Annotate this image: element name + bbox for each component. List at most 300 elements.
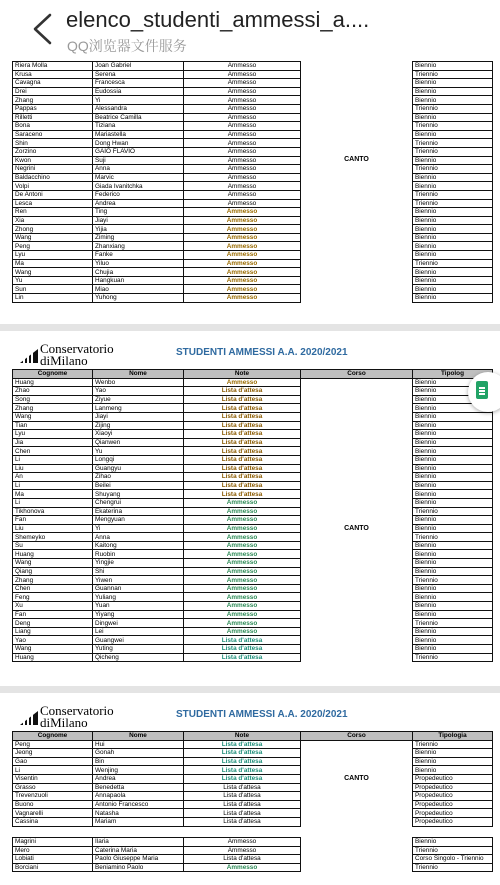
table-row: [13, 783, 493, 792]
table-row: [13, 259, 493, 268]
cell-cognome: Cavagna: [13, 79, 93, 88]
cell-cognome: Tikhonova: [13, 507, 93, 516]
cell-tipologia: Biennio: [413, 766, 493, 775]
cell-cognome: Liu: [13, 524, 93, 533]
table-row: [13, 199, 493, 208]
cell-tipologia: Triennio: [413, 533, 493, 542]
cell-cognome: Kwon: [13, 156, 93, 165]
cell-nome: Ziming: [93, 233, 184, 242]
table-row: [13, 242, 493, 251]
col-cognome: Cognome: [13, 732, 93, 741]
cell-nome: Ting: [93, 208, 184, 217]
cell-nome: Suji: [93, 156, 184, 165]
cell-note: Ammesso: [184, 199, 301, 208]
cell-cognome: Ren: [13, 208, 93, 217]
cell-nome: Anna: [93, 165, 184, 174]
cell-note: Ammesso: [184, 79, 301, 88]
cell-cognome: Xia: [13, 216, 93, 225]
app-bar: [0, 0, 500, 58]
table-row: [13, 559, 493, 568]
cell-note: Ammesso: [184, 276, 301, 285]
cell-tipologia: Biennio: [413, 233, 493, 242]
cell-nome: Dong Hwan: [93, 139, 184, 148]
table-row: [13, 766, 493, 775]
cell-note: Lista d'attesa: [184, 740, 301, 749]
cell-tipologia: Biennio: [413, 584, 493, 593]
table-row: [13, 576, 493, 585]
cell-nome: Anna: [93, 533, 184, 542]
cell-cognome: Jeong: [13, 749, 93, 758]
table-row: [13, 79, 493, 88]
table-row: [13, 481, 493, 490]
col-tipologia: Tipologia: [413, 732, 493, 741]
cell-note: Lista d'attesa: [184, 404, 301, 413]
cell-tipologia: Biennio: [413, 464, 493, 473]
cell-note: Ammesso: [184, 87, 301, 96]
cell-cognome: Su: [13, 541, 93, 550]
cell-nome: Xiaoyi: [93, 430, 184, 439]
table-row: [13, 473, 493, 482]
cell-nome: Chujia: [93, 268, 184, 277]
cell-cognome: Shin: [13, 139, 93, 148]
cell-tipologia: Biennio: [413, 412, 493, 421]
cell-cognome: Fan: [13, 610, 93, 619]
cell-nome: Joan Gabriel: [93, 62, 184, 71]
table-row: [13, 113, 493, 122]
table-row: [13, 378, 493, 387]
cell-cognome: Wang: [13, 268, 93, 277]
cell-nome: Yuan: [93, 602, 184, 611]
cell-note: Ammesso: [184, 610, 301, 619]
cell-cognome: Pappas: [13, 104, 93, 113]
table-row: [13, 653, 493, 662]
table-row: [13, 757, 493, 766]
cell-cognome: Feng: [13, 593, 93, 602]
cell-tipologia: Biennio: [413, 455, 493, 464]
cell-tipologia: Propedeutico: [413, 774, 493, 783]
table-row: [13, 792, 493, 801]
cell-cognome: Li: [13, 766, 93, 775]
cell-cognome: Chen: [13, 584, 93, 593]
cell-note: Ammesso: [184, 62, 301, 71]
cell-tipologia: Biennio: [413, 645, 493, 654]
cell-note: Ammesso: [184, 147, 301, 156]
page-separator: [0, 686, 500, 693]
cell-note: Ammesso: [184, 567, 301, 576]
cell-nome: Wenbo: [93, 378, 184, 387]
cell-nome: Bin: [93, 757, 184, 766]
cell-tipologia: Biennio: [413, 430, 493, 439]
table-row: [13, 251, 493, 260]
cell-note: Lista d'attesa: [184, 809, 301, 818]
cell-note: Ammesso: [184, 268, 301, 277]
cell-corso: [301, 378, 413, 662]
table-row: [13, 395, 493, 404]
cell-cognome: Tian: [13, 421, 93, 430]
cell-cognome: Fan: [13, 516, 93, 525]
col-nome: Nome: [93, 732, 184, 741]
cell-nome: Yiwen: [93, 576, 184, 585]
table-row: [13, 447, 493, 456]
cell-note: Ammesso: [184, 173, 301, 182]
cell-note: Lista d'attesa: [184, 783, 301, 792]
cell-nome: Dingwei: [93, 619, 184, 628]
col-corso: Corso: [301, 370, 413, 379]
cell-note: Ammesso: [184, 70, 301, 79]
cell-note: Lista d'attesa: [184, 387, 301, 396]
cell-nome: Yuting: [93, 645, 184, 654]
cell-tipologia: Triennio: [413, 122, 493, 131]
cell-note: Lista d'attesa: [184, 766, 301, 775]
cell-cognome: Huang: [13, 653, 93, 662]
table-row: [13, 62, 493, 71]
cell-tipologia: Triennio: [413, 740, 493, 749]
col-tipologia: Tipolog: [413, 370, 493, 379]
table-row: [13, 430, 493, 439]
cell-cognome: Borciani: [13, 863, 93, 872]
col-note: Note: [184, 370, 301, 379]
table-row: [13, 216, 493, 225]
cell-note: Ammesso: [184, 627, 301, 636]
logo-mark-icon: [20, 349, 38, 363]
cell-nome: Beatrice Camilla: [93, 113, 184, 122]
cell-note: Ammesso: [184, 838, 301, 847]
cell-cognome: Li: [13, 498, 93, 507]
cell-nome: Yiyang: [93, 610, 184, 619]
cell-nome: Eudossia: [93, 87, 184, 96]
table-row: [13, 855, 493, 864]
students-table-4: [12, 837, 493, 872]
cell-note: Lista d'attesa: [184, 430, 301, 439]
cell-note: Ammesso: [184, 259, 301, 268]
cell-cognome: Buono: [13, 800, 93, 809]
cell-nome: Chengrui: [93, 498, 184, 507]
cell-tipologia: Biennio: [413, 490, 493, 499]
table-row: [13, 190, 493, 199]
cell-tipologia: Biennio: [413, 156, 493, 165]
cell-nome: Shi: [93, 567, 184, 576]
table-row: [13, 276, 493, 285]
cell-nome: Andrea: [93, 199, 184, 208]
cell-nome: Kaitong: [93, 541, 184, 550]
cell-cognome: Wang: [13, 412, 93, 421]
cell-tipologia: Biennio: [413, 567, 493, 576]
conservatorio-logo: Conservatorio diMilano: [20, 703, 150, 729]
cell-nome: Natasha: [93, 809, 184, 818]
cell-cognome: Zhang: [13, 96, 93, 105]
cell-nome: Ruobin: [93, 550, 184, 559]
col-cognome: Cognome: [13, 370, 93, 379]
cell-nome: Yuliang: [93, 593, 184, 602]
cell-tipologia: Biennio: [413, 387, 493, 396]
cell-nome: Zihao: [93, 473, 184, 482]
cell-tipologia: Triennio: [413, 507, 493, 516]
cell-cognome: An: [13, 473, 93, 482]
cell-tipologia: Biennio: [413, 757, 493, 766]
cell-tipologia: Biennio: [413, 113, 493, 122]
cell-note: Ammesso: [184, 216, 301, 225]
cell-nome: Lei: [93, 627, 184, 636]
cell-cognome: Magrini: [13, 838, 93, 847]
cell-tipologia: Triennio: [413, 104, 493, 113]
cell-nome: Yiluo: [93, 259, 184, 268]
table-row: [13, 749, 493, 758]
cell-cognome: Wang: [13, 559, 93, 568]
cell-tipologia: Biennio: [413, 173, 493, 182]
table-row: [13, 412, 493, 421]
table-row: [13, 627, 493, 636]
cell-tipologia: Propedeutico: [413, 817, 493, 826]
cell-note: Lista d'attesa: [184, 792, 301, 801]
cell-tipologia: Propedeutico: [413, 809, 493, 818]
cell-nome: Shuyang: [93, 490, 184, 499]
cell-tipologia: Biennio: [413, 378, 493, 387]
doc-header: [20, 341, 490, 367]
table-row: [13, 225, 493, 234]
students-table-1: [12, 61, 493, 303]
cell-tipologia: Biennio: [413, 838, 493, 847]
cell-tipologia: Triennio: [413, 147, 493, 156]
cell-nome: Francesca: [93, 79, 184, 88]
cell-tipologia: Triennio: [413, 863, 493, 872]
cell-nome: Longqi: [93, 455, 184, 464]
table-row: [13, 387, 493, 396]
cell-cognome: Yao: [13, 636, 93, 645]
cell-nome: Hangkuan: [93, 276, 184, 285]
cell-tipologia: Biennio: [413, 242, 493, 251]
cell-tipologia: Biennio: [413, 481, 493, 490]
cell-cognome: Vagnarelli: [13, 809, 93, 818]
page-2: [0, 331, 500, 686]
page-1: [0, 58, 500, 325]
cell-nome: Guangwei: [93, 636, 184, 645]
cell-tipologia: Biennio: [413, 593, 493, 602]
cell-note: Ammesso: [184, 113, 301, 122]
conservatorio-logo: Conservatorio diMilano: [20, 341, 150, 367]
cell-cognome: Song: [13, 395, 93, 404]
cell-note: Lista d'attesa: [184, 855, 301, 864]
cell-cognome: Lesca: [13, 199, 93, 208]
file-title: elenco_studenti_ammessi_a....: [66, 7, 370, 32]
table-row: [13, 516, 493, 525]
cell-tipologia: Triennio: [413, 70, 493, 79]
cell-tipologia: Biennio: [413, 473, 493, 482]
cell-cognome: Yu: [13, 276, 93, 285]
cell-cognome: Xu: [13, 602, 93, 611]
cell-nome: Mariam: [93, 817, 184, 826]
doc-header: [20, 703, 490, 729]
cell-nome: Federico: [93, 190, 184, 199]
table-row: [13, 96, 493, 105]
cell-nome: Guannan: [93, 584, 184, 593]
doc-title: STUDENTI AMMESSI A.A. 2020/2021: [176, 709, 348, 720]
cell-note: Ammesso: [184, 156, 301, 165]
cell-nome: Caterina Maria: [93, 846, 184, 855]
cell-cognome: Sun: [13, 285, 93, 294]
cell-note: Lista d'attesa: [184, 636, 301, 645]
cell-cognome: Saraceno: [13, 130, 93, 139]
cell-cognome: Cassina: [13, 817, 93, 826]
cell-nome: Ekaterina: [93, 507, 184, 516]
cell-note: Ammesso: [184, 576, 301, 585]
cell-cognome: Ma: [13, 490, 93, 499]
table-row: [13, 498, 493, 507]
cell-corso: [301, 838, 413, 872]
cell-cognome: Baldacchino: [13, 173, 93, 182]
cell-tipologia: Biennio: [413, 87, 493, 96]
cell-tipologia: Biennio: [413, 602, 493, 611]
cell-note: Ammesso: [184, 378, 301, 387]
table-row: [13, 584, 493, 593]
cell-tipologia: Biennio: [413, 438, 493, 447]
table-row: [13, 87, 493, 96]
cell-cognome: Krusa: [13, 70, 93, 79]
cell-tipologia: Biennio: [413, 208, 493, 217]
cell-note: Ammesso: [184, 233, 301, 242]
cell-tipologia: Propedeutico: [413, 792, 493, 801]
cell-tipologia: Biennio: [413, 294, 493, 303]
cell-cognome: Lyu: [13, 430, 93, 439]
cell-cognome: Liang: [13, 627, 93, 636]
table-row: [13, 285, 493, 294]
cell-nome: Qicheng: [93, 653, 184, 662]
cell-note: Ammesso: [184, 285, 301, 294]
cell-tipologia: Biennio: [413, 559, 493, 568]
cell-cognome: Negrini: [13, 165, 93, 174]
cell-cognome: Drei: [13, 87, 93, 96]
cell-note: Lista d'attesa: [184, 653, 301, 662]
cell-cognome: Zhong: [13, 225, 93, 234]
cell-cognome: Lyu: [13, 251, 93, 260]
cell-note: Lista d'attesa: [184, 481, 301, 490]
cell-nome: Wenjing: [93, 766, 184, 775]
cell-tipologia: Triennio: [413, 619, 493, 628]
cell-corso: [301, 740, 413, 826]
table-row: [13, 294, 493, 303]
cell-note: Lista d'attesa: [184, 464, 301, 473]
cell-note: Ammesso: [184, 208, 301, 217]
table-row: [13, 156, 493, 165]
cell-note: Lista d'attesa: [184, 395, 301, 404]
cell-tipologia: Biennio: [413, 62, 493, 71]
cell-cognome: Wang: [13, 233, 93, 242]
open-in-sheets-button[interactable]: [468, 372, 500, 412]
table-row: [13, 541, 493, 550]
cell-nome: Gonah: [93, 749, 184, 758]
cell-note: Ammesso: [184, 139, 301, 148]
cell-nome: Miao: [93, 285, 184, 294]
cell-nome: Zijing: [93, 421, 184, 430]
cell-corso: [301, 62, 413, 303]
table-row: [13, 233, 493, 242]
cell-tipologia: Biennio: [413, 516, 493, 525]
cell-tipologia: Biennio: [413, 216, 493, 225]
table-row: [13, 602, 493, 611]
table-row: [13, 533, 493, 542]
cell-tipologia: Biennio: [413, 96, 493, 105]
col-corso: Corso: [301, 732, 413, 741]
cell-tipologia: Biennio: [413, 395, 493, 404]
cell-nome: Yijia: [93, 225, 184, 234]
cell-cognome: Wang: [13, 645, 93, 654]
cell-note: Ammesso: [184, 104, 301, 113]
table-row: [13, 524, 493, 533]
table-row: [13, 838, 493, 847]
table-row: [13, 593, 493, 602]
cell-note: Ammesso: [184, 550, 301, 559]
cell-note: Lista d'attesa: [184, 447, 301, 456]
file-service-subtitle: QQ浏览器文件服务: [67, 38, 187, 54]
cell-tipologia: Propedeutico: [413, 783, 493, 792]
cell-note: Lista d'attesa: [184, 757, 301, 766]
cell-nome: Ilaria: [93, 838, 184, 847]
cell-nome: Yingjie: [93, 559, 184, 568]
cell-cognome: Jia: [13, 438, 93, 447]
cell-tipologia: Triennio: [413, 190, 493, 199]
cell-cognome: Peng: [13, 740, 93, 749]
cell-note: Lista d'attesa: [184, 490, 301, 499]
cell-note: Ammesso: [184, 863, 301, 872]
cell-cognome: Riera Molla: [13, 62, 93, 71]
cell-nome: Qianwen: [93, 438, 184, 447]
cell-tipologia: Biennio: [413, 79, 493, 88]
cell-nome: Tiziana: [93, 122, 184, 131]
cell-tipologia: Triennio: [413, 259, 493, 268]
cell-note: Ammesso: [184, 516, 301, 525]
cell-cognome: Bona: [13, 122, 93, 131]
cell-cognome: Huang: [13, 550, 93, 559]
table-row: [13, 490, 493, 499]
cell-tipologia: Biennio: [413, 749, 493, 758]
cell-note: Ammesso: [184, 190, 301, 199]
cell-tipologia: Biennio: [413, 421, 493, 430]
cell-tipologia: Biennio: [413, 498, 493, 507]
table-row: [13, 800, 493, 809]
table-row: [13, 567, 493, 576]
back-arrow-icon[interactable]: [30, 12, 56, 46]
cell-note: Ammesso: [184, 533, 301, 542]
cell-note: Ammesso: [184, 251, 301, 260]
cell-tipologia: Biennio: [413, 225, 493, 234]
table-row: [13, 268, 493, 277]
cell-tipologia: Triennio: [413, 846, 493, 855]
table-row: [13, 774, 493, 783]
cell-nome: Beilei: [93, 481, 184, 490]
cell-nome: Hui: [93, 740, 184, 749]
table-row: [13, 182, 493, 191]
cell-note: Ammesso: [184, 846, 301, 855]
cell-tipologia: Biennio: [413, 636, 493, 645]
doc-title: STUDENTI AMMESSI A.A. 2020/2021: [176, 347, 348, 358]
table-row: [13, 173, 493, 182]
course-label: CANTO: [344, 156, 369, 164]
cell-nome: Giada Ivanitchka: [93, 182, 184, 191]
cell-note: Ammesso: [184, 122, 301, 131]
cell-note: Ammesso: [184, 498, 301, 507]
cell-tipologia: Biennio: [413, 541, 493, 550]
table-row: [13, 104, 493, 113]
col-nome: Nome: [93, 370, 184, 379]
course-label: CANTO: [344, 774, 369, 782]
cell-nome: Yuhong: [93, 294, 184, 303]
table-row: [13, 645, 493, 654]
cell-nome: Guangyu: [93, 464, 184, 473]
page-separator: [0, 324, 500, 331]
cell-tipologia: Biennio: [413, 550, 493, 559]
cell-nome: Ziyue: [93, 395, 184, 404]
cell-cognome: Grasso: [13, 783, 93, 792]
cell-note: Ammesso: [184, 294, 301, 303]
